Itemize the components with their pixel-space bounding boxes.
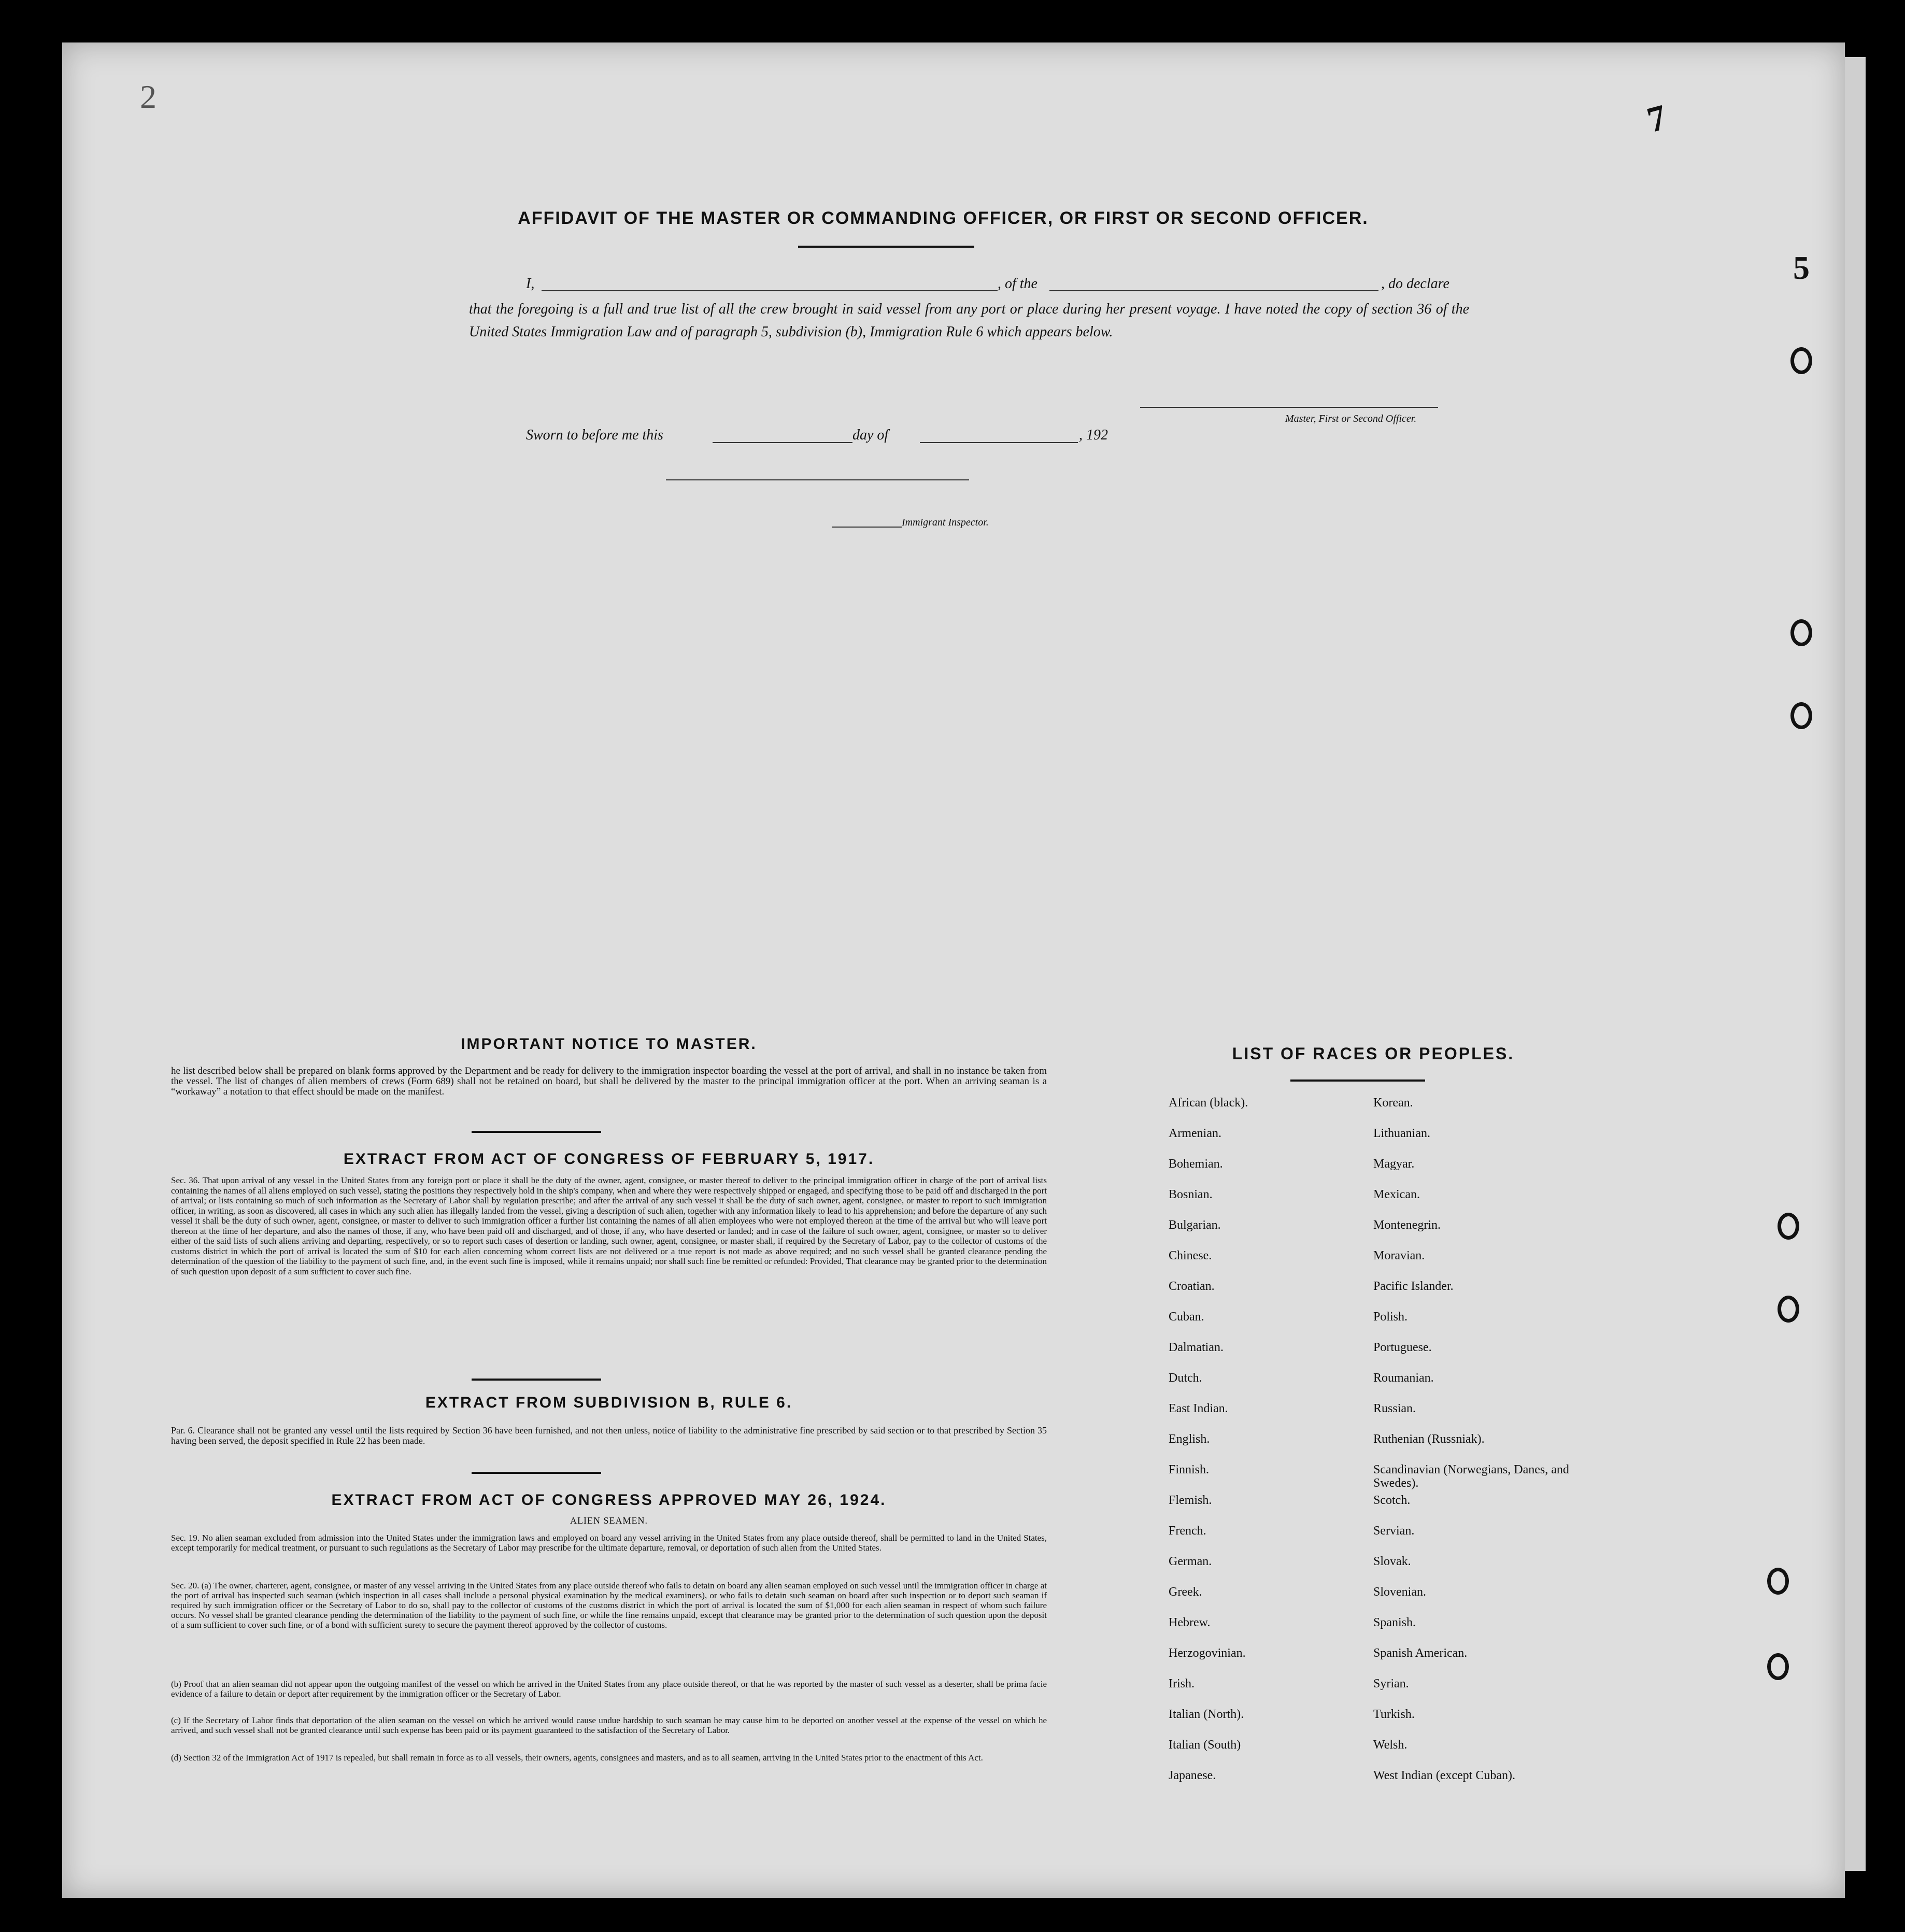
races-title: LIST OF RACES OR PEOPLES.	[1232, 1044, 1515, 1063]
sworn-month-line[interactable]	[920, 442, 1078, 443]
punch-hole	[1778, 1296, 1799, 1323]
race-item: French.	[1169, 1524, 1206, 1538]
race-item: Croatian.	[1169, 1280, 1215, 1293]
do-declare-label: , do declare	[1381, 276, 1449, 292]
race-item: Herzogovinian.	[1169, 1646, 1246, 1660]
of-the-label: , of the	[998, 276, 1037, 292]
races-rule	[1290, 1079, 1425, 1082]
race-item: Italian (North).	[1169, 1708, 1244, 1721]
sec20d-text: (d) Section 32 of the Immigration Act of 1917 is repealed, but shall remain in force as to all vessels, their owners, agents, consignees and masters, and as to all seamen, arriving in the United States prior to the enactment of this Act.	[171, 1753, 983, 1763]
race-item: Dalmatian.	[1169, 1341, 1224, 1354]
races-left-column	[1169, 1096, 1366, 1799]
inspector-label: Immigrant Inspector.	[902, 517, 989, 528]
day-of-label: day of	[852, 427, 889, 443]
race-item: Flemish.	[1169, 1494, 1212, 1507]
page-edge	[1845, 57, 1866, 1871]
race-item: Bohemian.	[1169, 1157, 1223, 1171]
extract-1917-text: Sec. 36. That upon arrival of any vessel in the United States from any foreign port or place it shall be the duty of the owner, agent, consignee, or master thereof to deliver to the principal immigration officer in charge of the port of arrival lists containing the names of all aliens employed on such vessel, stating the positions they respectively hold in the ship's company, when and where they were respectively shipped or engaged, and specifying those to be paid off and discharged in the port of arrival; or lists containing so much of such information as the Secretary of Labor shall by regulation prescribe; and after the arrival of any such vessel it shall be the duty of such owner, agent, consignee, or master to report to such immigration officer, in writing, as soon as discovered, all cases in which any such alien has illegally landed from the vessel, giving a description of such alien, together with any information likely to lead to his apprehension; and before the departure of any such vessel it shall be the duty of such owner, agent, consignee, or master to deliver to such immigration officer a further list containing the names of all alien employees who were not employed thereon at the time of the arrival but who will leave port thereon at the time of her departure, and also the names of those, if any, who have been paid off and discharged, and of those, if any, who have deserted or landed; and in case of the failure of such owner, agent, consignee, or master so to deliver either of the said lists of such aliens arriving and departing, respectively, or so to report such cases of desertion or landing, such owner, agent, consignee, or master shall, if required by the Secretary of Labor, pay to the collector of customs of the customs district in which the port of arrival is located the sum of $10 for each alien concerning whom correct lists are not delivered or a true report is not made as above required; and no such vessel shall be granted clearance pending the determination of the question of the liability to the payment of such fine, and, in the event such fine is imposed, while it remains unpaid; nor shall such fine be remitted or refunded: Provided, That clearance may be granted prior to the determination of such question upon deposit of a sum sufficient to cover such fine.	[171, 1175, 1047, 1276]
punch-hole	[1790, 347, 1812, 374]
race-item: African (black).	[1169, 1096, 1248, 1110]
sec20b-text: (b) Proof that an alien seaman did not appear upon the outgoing manifest of the vessel on which he arrived in the United States from any place outside thereof, or that he was reported by the master of such vessel as a deserter, shall be prima facie evidence of a failure to detain or deport after requirement by the immigration officer or the Secretary of Labor.	[171, 1679, 1047, 1699]
race-item: West Indian (except Cuban).	[1373, 1769, 1515, 1782]
race-item: Lithuanian.	[1373, 1127, 1430, 1140]
race-item: Hebrew.	[1169, 1616, 1211, 1629]
sec19-text: Sec. 19. No alien seaman excluded from admission into the United States under the immigration laws and employed on board any vessel arriving in the United States from any place outside thereof, shall be permitted to land in the United States, except temporarily for medical treatment, or pursuant to such regulations as the Secretary of Labor may prescribe for the ultimate departure, removal, or deportation of such alien from the United States.	[171, 1533, 1047, 1553]
sec20a-text: Sec. 20. (a) The owner, charterer, agent, consignee, or master of any vessel arriving in the United States from any place outside thereof who fails to detain on board any alien seaman employed on such vessel until the immigration officer in charge at the port of arrival has inspected such seaman (which inspection in all cases shall include a personal physical examination by the medical examiners), or who fails to detain such seaman on board after such inspection or to deport such seaman if required by such immigration officer or the Secretary of Labor to do so, shall pay to the collector of customs of the customs district in which the port of arrival is located the sum of $1,000 for each alien seaman in respect of whom such failure occurs. No vessel shall be granted clearance pending the determination of the liability to the payment of such fine, or while the fine remains unpaid, except that clearance may be granted prior to the determination of such question upon the deposit of a sum sufficient to cover such fine, or of a bond with sufficient surety to secure the payment thereof approved by the collector of customs.	[171, 1581, 1047, 1630]
race-item: Scandinavian (Norwegians, Danes, and Swedes).	[1373, 1463, 1569, 1490]
race-item: Slovenian.	[1373, 1585, 1426, 1599]
i-label: I,	[526, 276, 535, 292]
race-item: Dutch.	[1169, 1371, 1202, 1385]
race-item: Bosnian.	[1169, 1188, 1213, 1201]
ink-mark: 7	[1643, 97, 1671, 141]
punch-hole	[1767, 1568, 1789, 1595]
race-item: Cuban.	[1169, 1310, 1204, 1324]
race-item: Russian.	[1373, 1402, 1416, 1415]
punch-hole	[1790, 619, 1812, 646]
affidavit-title: AFFIDAVIT OF THE MASTER OR COMMANDING OFFICER, OR FIRST OR SECOND OFFICER.	[518, 208, 1369, 228]
extract-1917-rule	[472, 1379, 601, 1381]
race-item: Spanish American.	[1373, 1646, 1468, 1660]
race-item: Montenegrin.	[1373, 1218, 1441, 1232]
sworn-day-line[interactable]	[713, 442, 852, 443]
inspector-signature-line[interactable]	[666, 479, 969, 480]
race-item: Spanish.	[1373, 1616, 1416, 1629]
race-item: Finnish.	[1169, 1463, 1210, 1476]
races-right-column	[1373, 1096, 1570, 1799]
extract-1924-subtitle: ALIEN SEAMEN.	[570, 1515, 648, 1526]
extract-1924-title: EXTRACT FROM ACT OF CONGRESS APPROVED MAY 26, 1924.	[331, 1491, 887, 1509]
extract-rule6-title: EXTRACT FROM SUBDIVISION B, RULE 6.	[425, 1394, 793, 1411]
notice-title: IMPORTANT NOTICE TO MASTER.	[461, 1035, 757, 1053]
race-item: Magyar.	[1373, 1157, 1415, 1171]
race-item: Ruthenian (Russniak).	[1373, 1432, 1485, 1446]
notice-text: he list described below shall be prepared on blank forms approved by the Department and be ready for delivery to the immigration inspector boarding the vessel at the port of arrival, and shall in no instance be taken from the vessel. The list of changes of alien members of crews (Form 689) shall not be retained on board, but shall be delivered by the master to the principal immigration officer at the port. When an arriving seaman is a “workaway” a notation to that effect should be made on the manifest.	[171, 1066, 1047, 1097]
punch-hole	[1778, 1213, 1799, 1240]
punch-hole	[1767, 1653, 1789, 1680]
race-item: Armenian.	[1169, 1127, 1221, 1140]
extract-rule6-rule	[472, 1472, 601, 1474]
race-item: Servian.	[1373, 1524, 1415, 1538]
extract-rule6-text: Par. 6. Clearance shall not be granted any vessel until the lists required by Section 36 have been furnished, and not then unless, notice of liability to the administrative fine prescribed by said section or to that prescribed by Section 35 having been served, the deposit specified in Rule 22 has been made.	[171, 1425, 1047, 1446]
title-rule	[798, 246, 974, 248]
race-item: Syrian.	[1373, 1677, 1409, 1690]
race-item: Portuguese.	[1373, 1341, 1432, 1354]
race-item: Irish.	[1169, 1677, 1195, 1690]
race-item: Chinese.	[1169, 1249, 1212, 1262]
race-item: English.	[1169, 1432, 1210, 1446]
race-item: Polish.	[1373, 1310, 1408, 1324]
handwritten-number: 5	[1793, 249, 1810, 286]
signature-line[interactable]	[1140, 407, 1438, 408]
corner-number: 2	[140, 78, 157, 115]
sworn-label: Sworn to before me this	[526, 427, 663, 443]
name-line[interactable]	[542, 290, 998, 291]
race-item: Greek.	[1169, 1585, 1202, 1599]
race-item: Scotch.	[1373, 1494, 1411, 1507]
race-item: Moravian.	[1373, 1249, 1425, 1262]
race-item: Japanese.	[1169, 1769, 1216, 1782]
affidavit-body: that the foregoing is a full and true list of all the crew brought in said vessel from any port or place during her present voyage. I have noted the copy of section 36 of the United States Immigration Law and of paragraph 5, subdivision (b), Immigration Rule 6 which appears below.	[469, 301, 1469, 340]
year-label: , 192	[1079, 427, 1108, 443]
signature-label: Master, First or Second Officer.	[1285, 413, 1417, 424]
race-item: Roumanian.	[1373, 1371, 1434, 1385]
race-item: Bulgarian.	[1169, 1218, 1221, 1232]
race-item: Welsh.	[1373, 1738, 1408, 1752]
punch-hole	[1790, 702, 1812, 729]
race-item: Slovak.	[1373, 1555, 1411, 1568]
race-item: Mexican.	[1373, 1188, 1420, 1201]
race-item: Korean.	[1373, 1096, 1413, 1110]
vessel-line[interactable]	[1049, 290, 1378, 291]
extract-1917-title: EXTRACT FROM ACT OF CONGRESS OF FEBRUARY 5, 1917.	[343, 1150, 875, 1168]
inspector-short-line	[832, 527, 902, 528]
race-item: German.	[1169, 1555, 1212, 1568]
race-item: Pacific Islander.	[1373, 1280, 1454, 1293]
race-item: East Indian.	[1169, 1402, 1228, 1415]
notice-rule	[472, 1131, 601, 1133]
race-item: Turkish.	[1373, 1708, 1415, 1721]
sec20c-text: (c) If the Secretary of Labor finds that deportation of the alien seaman on the vessel on which he arrived would cause undue hardship to such seaman he may cause him to be deported on another vessel at the expense of the vessel on which he arrived, and such vessel shall not be granted clearance until such expense has been paid or its payment guaranteed to the satisfaction of the Secretary of Labor.	[171, 1715, 1047, 1735]
race-item: Italian (South)	[1169, 1738, 1241, 1752]
